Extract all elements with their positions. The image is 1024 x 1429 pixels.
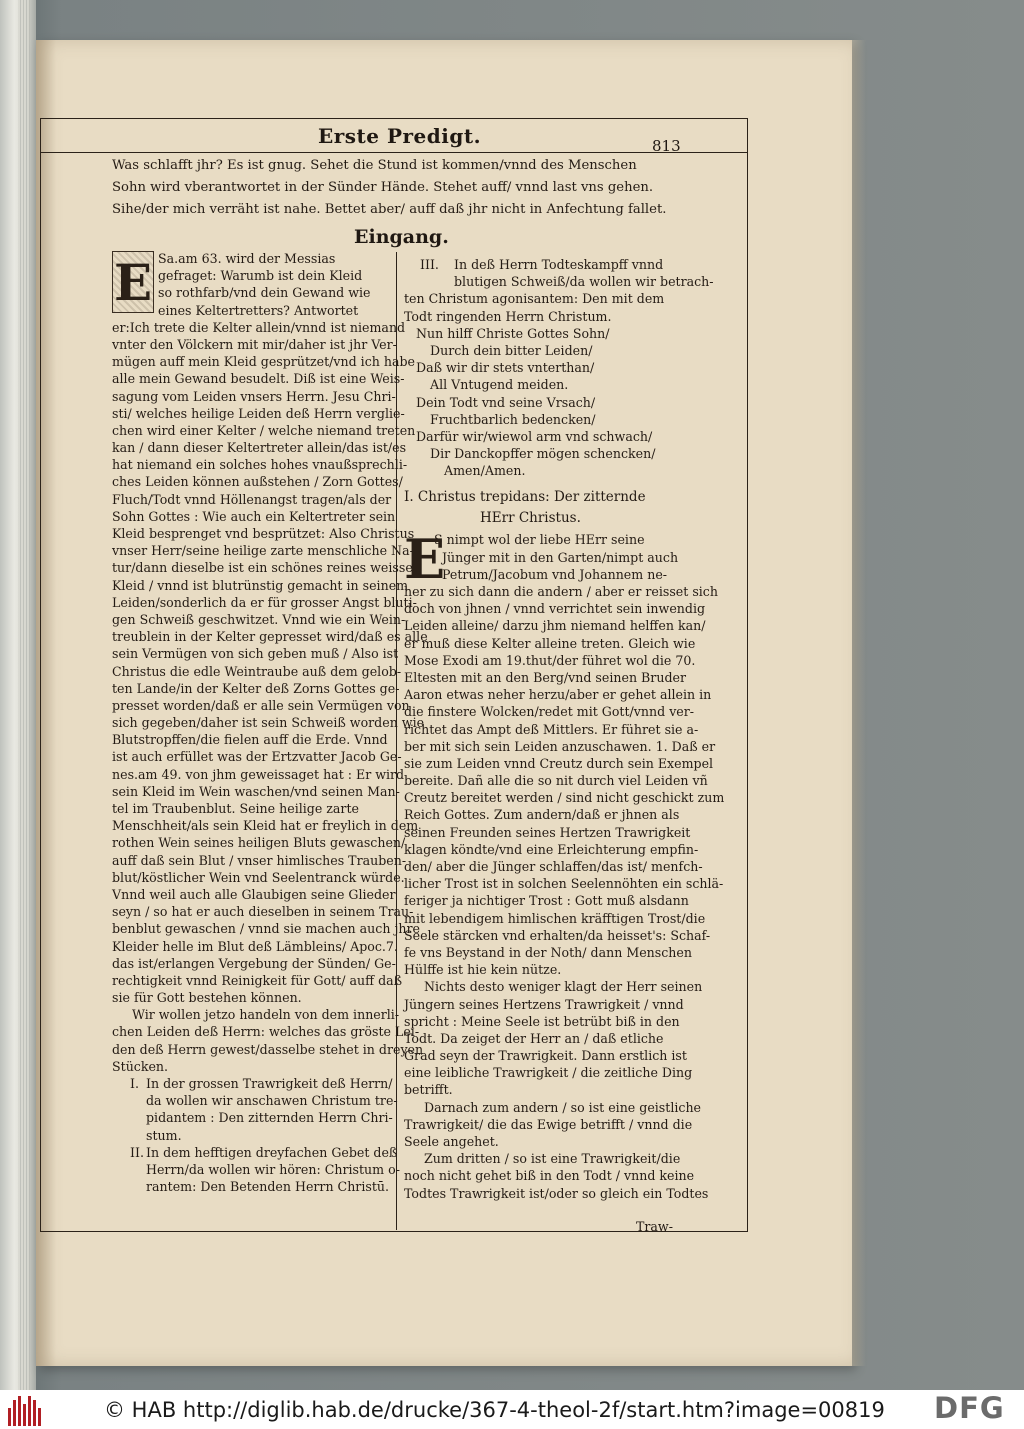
text-line: Sa.am 63. wird der Messias [158, 251, 336, 266]
text-line: chen Leiden deß Herrn: welches das gröste Lei- [112, 1024, 420, 1040]
text-line: seyn / so hat er auch dieselben in seinem Trau- [112, 904, 414, 920]
text-line: Mose Exodi am 19.thut/der führet wol die 70. [404, 652, 696, 668]
column-rule [396, 252, 397, 1230]
text-line: ten Lande/in der Kelter deß Zorns Gottes ge- [112, 680, 400, 696]
text-line: bereite. Dañ alle die so nit durch viel Leiden vñ [404, 773, 708, 789]
text-line: eines Keltertretters? Antwortet [158, 302, 359, 318]
subheading-line-2: HErr Christus. [480, 510, 581, 527]
text-line: Darnach zum andern / so ist eine geistliche [424, 1099, 702, 1115]
text-line: eine leibliche Trawrigkeit / die zeitliche Ding [404, 1065, 693, 1081]
text-line: Fluch/Todt vnnd Höllenangst tragen/als der [112, 491, 392, 507]
enumeration-line: pidantem : Den zitternden Herrn Chri- [146, 1110, 393, 1126]
item-text: In dem hefftigen dreyfachen Gebet deß [146, 1144, 398, 1160]
text-line: sein Kleid im Wein waschen/vnd seinen Man- [112, 783, 400, 799]
right-paragraph-4 [404, 1150, 709, 1202]
text-line: die finstere Wolcken/redet mit Gott/vnnd ver- [404, 704, 695, 720]
text-line: sti/ welches heilige Leiden deß Herrn verglie- [112, 405, 405, 421]
text-line: Seele angehet. [404, 1134, 499, 1149]
text-line: presset worden/daß er alle sein Vermügen von [112, 697, 410, 713]
text-line: vnser Herr/seine heilige zarte menschliche Na- [112, 543, 414, 559]
text-line: gefraget: Warumb ist dein Kleid [158, 268, 363, 284]
text-line: Menschheit/als sein Kleid hat er freylich in dem [112, 818, 419, 834]
text-line: sie für Gott bestehen können. [112, 990, 302, 1006]
text-line: noch nicht gehet biß in den Todt / vnnd keine [404, 1168, 695, 1184]
enumeration-line: Todt ringenden Herrn Christum. [404, 308, 612, 324]
text-line: S nimpt wol der liebe HErr seine [434, 532, 645, 548]
left-paragraph-2 [112, 1006, 424, 1075]
text-line: Stücken. [112, 1058, 169, 1074]
text-line: Reich Gottes. Zum andern/daß er jhnen als [404, 807, 680, 823]
enumeration-line [112, 1075, 393, 1092]
text-line: vnter den Völckern mit mir/daher ist jhr Ver- [112, 336, 397, 352]
text-line: sich gegeben/daher ist sein Schweiß worden wie [112, 715, 425, 731]
page-edge [852, 40, 866, 1366]
text-line: Kleider helle im Blut deß Lämbleins/ Apoc.7. [112, 938, 398, 954]
text-line: Seele stärcken vnd erhalten/da heisset's: Schaf- [404, 927, 711, 943]
initial-paragraph [112, 250, 390, 319]
text-line: rothen Wein seines heiligen Bluts gewaschen/ [112, 835, 406, 851]
text-line: Zum dritten / so ist eine Trawrigkeit/die [424, 1151, 681, 1167]
text-line: Jünger mit in den Garten/nimpt auch [442, 549, 679, 565]
section-heading: Eingang. [354, 226, 449, 248]
right-paragraph-3 [404, 1099, 702, 1151]
text-line: Wir wollen jetzo handeln von dem innerli- [132, 1007, 400, 1023]
page-number: 813 [652, 137, 681, 155]
verse-line: Amen/Amen. [444, 463, 526, 479]
left-body [112, 319, 428, 1007]
text-line: chen wird einer Kelter / welche niemand treten [112, 422, 416, 438]
enumeration-line: da wollen wir anschawen Christum tre- [146, 1093, 398, 1109]
text-line: tel im Traubenblut. Seine heilige zarte [112, 801, 359, 816]
text-line: Grad seyn der Trawrigkeit. Dann erstlich ist [404, 1048, 687, 1064]
enumeration-line [112, 1144, 398, 1161]
hab-logo-icon [8, 1392, 43, 1426]
dfg-logo: DFG [934, 1391, 1005, 1425]
text-line: Leiden alleine/ darzu jhm niemand helffen kan/ [404, 618, 706, 634]
text-line: Jüngern seines Hertzens Trawrigkeit / vnnd [404, 996, 684, 1012]
text-line: betrifft. [404, 1082, 453, 1098]
verse-line: Durch dein bitter Leiden/ [430, 342, 593, 358]
right-column [404, 256, 725, 1202]
text-line: Todt. Da zeiget der Herr an / daß etliche [404, 1030, 664, 1046]
text-line: blut/köstlicher Wein vnd Seelentranck würde. [112, 869, 405, 885]
text-line: mügen auff mein Kleid gesprützet/vnd ich habe [112, 354, 416, 370]
text-line: kan / dann dieser Keltertreter allein/das ist/es [112, 440, 407, 456]
text-line: Leiden/sonderlich da er für grosser Angst bluti- [112, 594, 417, 610]
text-line: auff daß sein Blut / vnser himlisches Trauben- [112, 852, 407, 868]
enumeration-line [404, 256, 684, 273]
text-line: doch von jhnen / vnnd verrichtet sein inwendig [404, 601, 706, 617]
intro-text [112, 155, 666, 221]
text-line: ber mit sich sein Leiden anzuschawen. 1. Daß er [404, 738, 716, 754]
verse-line: Dir Danckopffer mögen schencken/ [430, 446, 656, 462]
decorated-initial: E [113, 253, 153, 312]
text-line: er muß diese Kelter alleine treten. Gleich wie [404, 635, 696, 651]
text-line: Vnnd weil auch alle Glaubigen seine Glieder [112, 886, 396, 902]
intro-line: Sihe/der mich verräht ist nahe. Bettet aber/ auff daß jhr nicht in Anfechtung fallet. [112, 202, 667, 217]
text-line: das ist/erlangen Vergebung der Sünden/ Ge- [112, 955, 396, 971]
text-line: Aaron etwas neher herzu/aber er gehet allein in [404, 687, 712, 703]
enumeration-line: ten Christum agonisantem: Den mit dem [404, 291, 665, 307]
text-line: Kleid besprenget vnd besprützet: Also Christus [112, 526, 415, 541]
text-line: Hülffe ist hie kein nütze. [404, 962, 562, 978]
text-line: Christus die edle Weintraube auß dem gelob- [112, 663, 402, 679]
text-line: Petrum/Jacobum vnd Johannem ne- [442, 566, 668, 582]
text-line: rechtigkeit vnnd Reinigkeit für Gott/ auff daß [112, 972, 403, 988]
left-enumeration [112, 1075, 400, 1195]
catchword: Traw- [636, 1219, 673, 1234]
item-number: I. [130, 1076, 139, 1091]
text-line: den/ aber die Jünger schlaffen/das ist/ menfch- [404, 859, 703, 874]
text-line: gen Schweiß geschwitzet. Vnnd wie ein Wein- [112, 611, 406, 627]
text-line: seinen Freunden seines Hertzen Trawrigkeit [404, 824, 691, 840]
text-line: sein Vermügen von sich geben muß / Also ist [112, 646, 399, 662]
text-line: mit lebendigem himlischen kräfftigen Trost/die [404, 910, 706, 926]
verse-line: Darfür wir/wiewol arm vnd schwach/ [416, 428, 653, 444]
intro-line: Was schlafft jhr? Es ist gnug. Sehet die Stund ist kommen/vnnd des Menschen [112, 158, 637, 173]
text-line: so rothfarb/vnd dein Gewand wie [158, 285, 371, 301]
enumeration-line: Herrn/da wollen wir hören: Christum o- [146, 1161, 400, 1177]
text-line: Nichts desto weniger klagt der Herr seinen [424, 979, 703, 995]
verse-line: Fruchtbarlich bedencken/ [430, 411, 596, 427]
text-line: sagung vom Leiden vnsers Herrn. Jesu Chri- [112, 388, 396, 404]
text-line: den deß Herrn gewest/dasselbe stehet in dreyen [112, 1041, 424, 1057]
text-line: benblut gewaschen / vnnd sie machen auch jhre [112, 921, 420, 937]
text-line: Todtes Trawrigkeit ist/oder so gleich ein Todtes [404, 1185, 709, 1201]
item-number: III. [420, 257, 439, 272]
text-line: klagen köndte/vnd eine Erleichterung empfin- [404, 841, 699, 857]
text-line: er:Ich trete die Kelter allein/vnnd ist niemand [112, 319, 406, 335]
verse-line: Daß wir dir stets vnterthan/ [416, 360, 595, 376]
text-line: Sohn Gottes : Wie auch ein Keltertreter sein [112, 508, 396, 524]
text-line: licher Trost ist in solchen Seelennöhten ein schlä- [404, 876, 724, 892]
text-line: ches Leiden können außstehen / Zorn Gottes/ [112, 474, 403, 490]
text-line: Creutz bereitet werden / sind nicht geschickt zum [404, 790, 725, 806]
text-line: Blutstropffen/die fielen auff die Erde. Vnnd [112, 732, 388, 748]
text-line: treublein in der Kelter gepresset wird/daß es alle [112, 629, 428, 645]
text-line: nes.am 49. von jhm geweissaget hat : Er wird [112, 766, 405, 782]
item-number: II. [130, 1144, 144, 1160]
source-citation[interactable]: © HAB http://diglib.hab.de/drucke/367-4-theol-2f/start.htm?image=00819 [104, 1398, 885, 1422]
initial-paragraph-right [404, 527, 684, 592]
item-text: In deß Herrn Todteskampff vnnd [454, 257, 664, 272]
text-line: richtet das Ampt deß Mittlers. Er führet sie a- [404, 721, 699, 737]
item-text: In der grossen Trawrigkeit deß Herrn/ [146, 1076, 393, 1091]
verse-line: All Vntugend meiden. [430, 377, 569, 393]
text-line: feriger ja nichtiger Trost : Gott muß alsdann [404, 893, 689, 909]
text-line: hat niemand ein solches hohes vnaußsprechli- [112, 457, 408, 473]
enumeration-line: rantem: Den Betenden Herrn Christū. [146, 1179, 389, 1195]
right-body [404, 583, 725, 978]
text-line: her zu sich dann die andern / aber er reisset sich [404, 584, 718, 599]
text-line: sie zum Leiden vnnd Creutz durch sein Exempel [404, 755, 714, 771]
enumeration-line: blutigen Schweiß/da wollen wir betrach- [454, 274, 714, 290]
enumeration-line: stum. [146, 1127, 182, 1143]
initial-letter: E [404, 527, 446, 592]
right-paragraph-2 [404, 978, 703, 1098]
verse-line: Nun hilff Christe Gottes Sohn/ [416, 325, 610, 341]
text-line: Eltesten mit an den Berg/vnd seinen Bruder [404, 669, 686, 685]
text-line: tur/dann dieselbe ist ein schönes reines weisses [112, 560, 420, 576]
text-line: Trawrigkeit/ die das Ewige betrifft / vnnd die [404, 1116, 693, 1132]
verse-line: Dein Todt vnd seine Vrsach/ [416, 394, 596, 410]
running-title: Erste Predigt. [318, 124, 482, 148]
text-line: ist auch erfüllet was der Ertzvatter Jacob Ge- [112, 749, 402, 765]
header-rule [40, 152, 748, 153]
enumeration-item-3 [404, 256, 714, 325]
text-line: spricht : Meine Seele ist betrübt biß in den [404, 1013, 680, 1029]
left-column [112, 250, 428, 1195]
hymn-verse [404, 325, 684, 480]
text-line: fe vns Beystand in der Noth/ dann Menschen [404, 944, 692, 960]
subheading-line-1: I. Christus trepidans: Der zitternde [404, 489, 646, 506]
intro-line: Sohn wird vberantwortet in der Sünder Hände. Stehet auff/ vnnd last vns gehen. [112, 180, 654, 195]
book-page-edges [18, 0, 30, 1392]
text-line: Kleid / vnnd ist blutrünstig gemacht in seinem [112, 577, 409, 593]
text-line: alle mein Gewand besudelt. Diß ist eine Weis- [112, 371, 405, 387]
